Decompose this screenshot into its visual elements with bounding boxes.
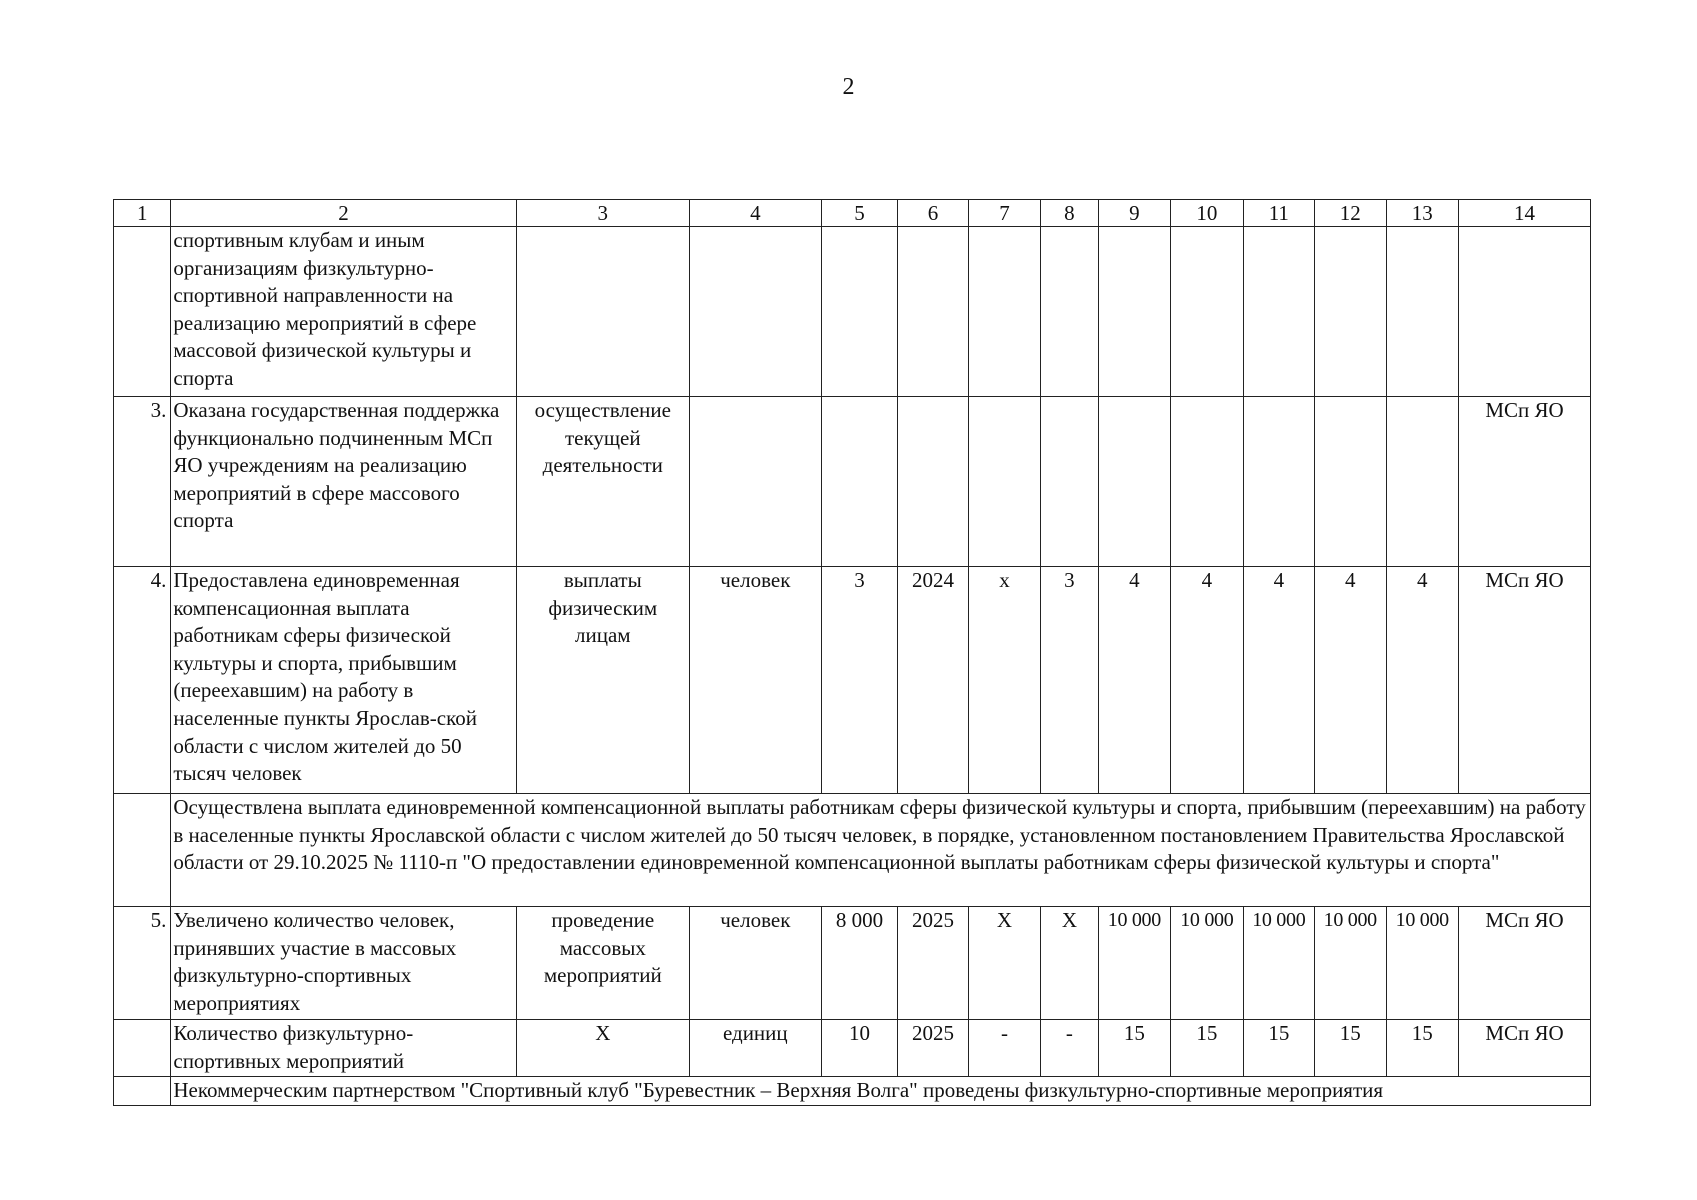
table-row: [114, 567, 1591, 794]
table-note-row: [114, 794, 1591, 907]
value-cell: -: [1041, 1020, 1098, 1077]
table-row: [114, 397, 1591, 567]
table-cell: [1041, 227, 1098, 397]
value-cell: 15: [1098, 1020, 1170, 1077]
column-header: 9: [1098, 200, 1170, 227]
value-cell: 15: [1243, 1020, 1314, 1077]
column-header: 3: [516, 200, 689, 227]
base-value-cell: 10: [821, 1020, 898, 1077]
report-table: [113, 199, 1591, 1106]
value-cell: 15: [1171, 1020, 1243, 1077]
column-header: 14: [1459, 200, 1591, 227]
responsible-cell: МСп ЯО: [1459, 1020, 1591, 1077]
responsible-cell: МСп ЯО: [1459, 397, 1591, 567]
column-header: 2: [171, 200, 516, 227]
value-cell: 10 000: [1243, 907, 1314, 1020]
result-description: Увеличено количество человек, принявших участие в массовых физкультурно-спортивных мероприятиях: [171, 907, 516, 1020]
table-note-row: [114, 1077, 1591, 1106]
table-cell: [1459, 227, 1591, 397]
row-number-cell: 4.: [114, 567, 171, 794]
event-type-cell: проведение массовых мероприятий: [516, 907, 689, 1020]
result-description: Оказана государственная поддержка функционально подчиненным МСп ЯО учреждениям на реализацию мероприятий в сфере массового спорта: [171, 397, 516, 567]
value-cell: 15: [1386, 1020, 1458, 1077]
table-cell: [1386, 397, 1458, 567]
value-cell: 10 000: [1386, 907, 1458, 1020]
value-cell: 3: [1041, 567, 1098, 794]
responsible-cell: МСп ЯО: [1459, 567, 1591, 794]
table-cell: [1171, 227, 1243, 397]
table-row: [114, 227, 1591, 397]
value-cell: Х: [1041, 907, 1098, 1020]
value-cell: 4: [1243, 567, 1314, 794]
event-type-cell: выплаты физическим лицам: [516, 567, 689, 794]
column-header: 4: [689, 200, 821, 227]
table-cell: [1243, 397, 1314, 567]
value-cell: 4: [1386, 567, 1458, 794]
row-note: Осуществлена выплата единовременной компенсационной выплаты работникам сферы физической культуры и спорта, прибывшим (переехавшим) на работу в населенные пункты Ярославской области с числом жителей до 50 тысяч человек, в порядке, установленном постановлением Правительства Ярославской области от 29.10.2025 № 1110-п "О предоставлении единовременной компенсационной выплаты работникам сферы физической культуры и спорта": [171, 794, 1591, 907]
value-cell: 10 000: [1315, 907, 1386, 1020]
table-header-row: [114, 200, 1591, 227]
value-cell: х: [968, 567, 1040, 794]
base-value-cell: 8 000: [821, 907, 898, 1020]
value-cell: 4: [1315, 567, 1386, 794]
column-header: 5: [821, 200, 898, 227]
row-number-cell: 5.: [114, 907, 171, 1020]
table-cell: [1041, 397, 1098, 567]
table-cell: [898, 397, 968, 567]
value-cell: 10 000: [1171, 907, 1243, 1020]
event-type-cell: Х: [516, 1020, 689, 1077]
table-cell: [1243, 227, 1314, 397]
column-header: 13: [1386, 200, 1458, 227]
table-cell: [968, 397, 1040, 567]
base-value-cell: 3: [821, 567, 898, 794]
table-cell: [1098, 227, 1170, 397]
column-header: 10: [1171, 200, 1243, 227]
table-cell: [1386, 227, 1458, 397]
value-cell: Х: [968, 907, 1040, 1020]
column-header: 7: [968, 200, 1040, 227]
column-header: 12: [1315, 200, 1386, 227]
column-header: 11: [1243, 200, 1314, 227]
base-year-cell: 2025: [898, 907, 968, 1020]
value-cell: 4: [1171, 567, 1243, 794]
table-cell: [1098, 397, 1170, 567]
row-number-cell: 3.: [114, 397, 171, 567]
row-number-cell: [114, 794, 171, 907]
unit-cell: человек: [689, 567, 821, 794]
table-cell: [1315, 227, 1386, 397]
row-number-cell: [114, 227, 171, 397]
column-header: 6: [898, 200, 968, 227]
row-number-cell: [114, 1020, 171, 1077]
table-cell: [968, 227, 1040, 397]
result-description: Предоставлена единовременная компенсационная выплата работникам сферы физической культуры и спорта, прибывшим (переехавшим) на работу в населенные пункты Ярослав-ской области с числом жителей до 50 тысяч человек: [171, 567, 516, 794]
table-cell: [516, 227, 689, 397]
base-year-cell: 2024: [898, 567, 968, 794]
table-cell: [1171, 397, 1243, 567]
page-number: 2: [842, 74, 855, 100]
table-row: [114, 1020, 1591, 1077]
row-note: Некоммерческим партнерством "Спортивный клуб "Буревестник – Верхняя Волга" проведены физкультурно-спортивные мероприятия: [171, 1077, 1591, 1106]
table-cell: [821, 397, 898, 567]
value-cell: 15: [1315, 1020, 1386, 1077]
table-cell: [689, 227, 821, 397]
value-cell: 10 000: [1098, 907, 1170, 1020]
result-description: Количество физкультурно-спортивных мероприятий: [171, 1020, 516, 1077]
value-cell: 4: [1098, 567, 1170, 794]
unit-cell: человек: [689, 907, 821, 1020]
table-cell: [821, 227, 898, 397]
table-cell: [1315, 397, 1386, 567]
column-header: 1: [114, 200, 171, 227]
base-year-cell: 2025: [898, 1020, 968, 1077]
column-header: 8: [1041, 200, 1098, 227]
value-cell: -: [968, 1020, 1040, 1077]
result-description: спортивным клубам и иным организациям физкультурно-спортивной направленности на реализацию мероприятий в сфере массовой физической культуры и спорта: [171, 227, 516, 397]
table-cell: [689, 397, 821, 567]
unit-cell: единиц: [689, 1020, 821, 1077]
table-cell: [898, 227, 968, 397]
row-number-cell: [114, 1077, 171, 1106]
event-type-cell: осуществление текущей деятельности: [516, 397, 689, 567]
table-row: [114, 907, 1591, 1020]
responsible-cell: МСп ЯО: [1459, 907, 1591, 1020]
